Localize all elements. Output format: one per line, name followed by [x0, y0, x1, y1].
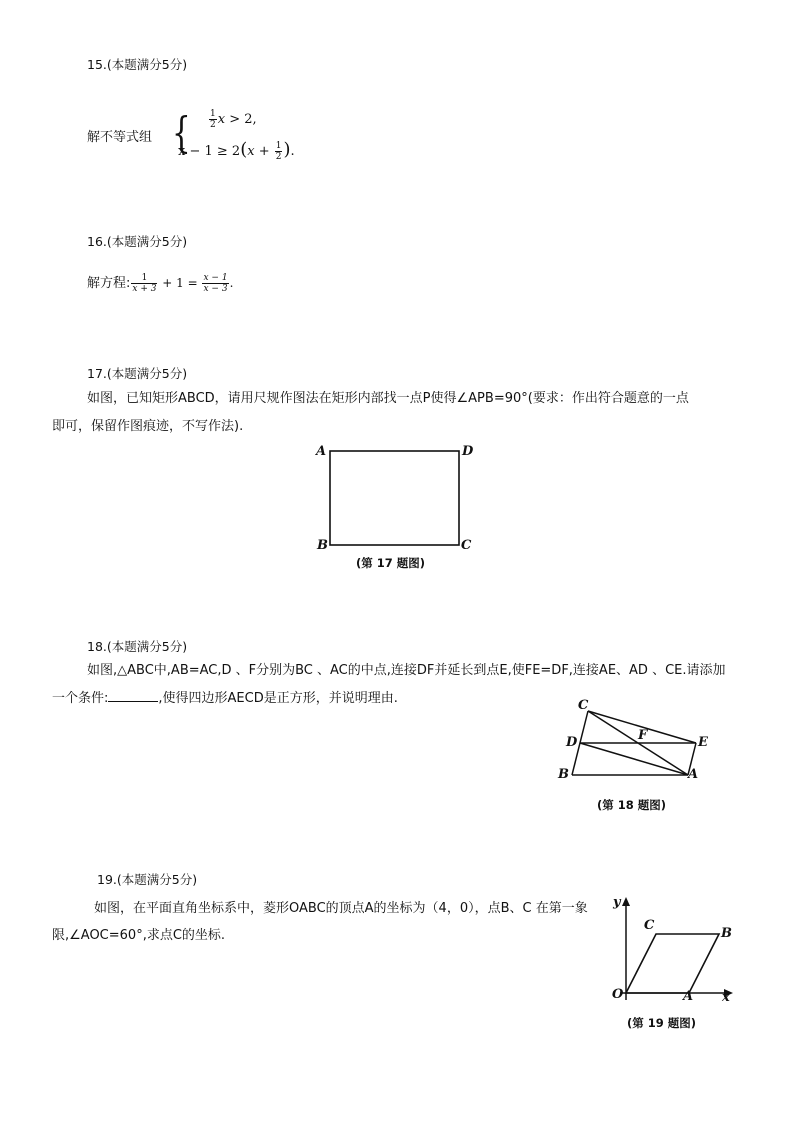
q19-caption: (第 19 题图) — [627, 1016, 697, 1030]
q19-heading: 19.(本题满分5分) — [97, 872, 198, 887]
q19-label-b: B — [721, 926, 732, 941]
q18-label-e: E — [698, 735, 708, 750]
q18-text-line2: 一个条件: ,使得四边形AECD是正方形，并说明理由. — [52, 685, 398, 713]
q19-y-arrow — [622, 897, 630, 906]
q15-inequality-2: x − 1 ≥ 2(x + $\frac{1}{2}$ ). — [178, 139, 295, 162]
q15-heading: 15.(本题满分5分) — [87, 57, 188, 72]
q16-equation: 解方程: $\frac{1}{x + 3}$ + 1 = $\frac{x - 1}{x - 3}$ . — [87, 273, 234, 294]
q18-label-d: D — [566, 735, 578, 750]
q19-label-o: O — [612, 987, 624, 1002]
q18-text-line1: 如图,△ABC中,AB=AC,D 、F分别为BC 、AC的中点,连接DF并延长到点E,使FE=DF,连接AE、AD 、CE.请添加 — [87, 663, 726, 678]
q17-text-line2: 即可，保留作图痕迹，不写作法). — [52, 419, 244, 434]
q18-heading: 18.(本题满分5分) — [87, 639, 188, 654]
q17-label-b: B — [317, 538, 328, 553]
q19-label-a: A — [683, 989, 694, 1004]
q15-brace: { — [172, 108, 191, 157]
q19-text-line2: 限,∠AOC=60°,求点C的坐标. — [52, 928, 226, 943]
q19-label-x: x — [722, 990, 730, 1005]
q18-label-f: F — [638, 728, 648, 743]
q17-label-c: C — [461, 538, 472, 553]
q18-label-b: B — [558, 767, 569, 782]
q17-heading: 17.(本题满分5分) — [87, 366, 188, 381]
q17-caption: (第 17 题图) — [356, 556, 426, 570]
q17-label-d: D — [462, 444, 474, 459]
q19-text-line1: 如图，在平面直角坐标系中，菱形OABC的顶点A的坐标为（4，0），点B、C 在第一象 — [94, 901, 588, 916]
q15-prompt: 解不等式组 — [87, 130, 153, 145]
q15-inequality-1: $\frac{1}{2}$ x > 2, — [210, 109, 257, 130]
q19-label-c: C — [644, 918, 655, 933]
q17-text-line1: 如图，已知矩形ABCD，请用尺规作图法在矩形内部找一点P使得∠APB=90°(要求：作出符合题意的一点 — [87, 391, 689, 406]
q18-caption: (第 18 题图) — [597, 798, 667, 812]
q16-heading: 16.(本题满分5分) — [87, 234, 188, 249]
q16-prompt: 解方程: — [87, 276, 131, 291]
q18-label-a: A — [688, 767, 699, 782]
q19-label-y: y — [613, 895, 621, 910]
q17-label-a: A — [316, 444, 327, 459]
q18-label-c: C — [578, 698, 589, 713]
q19-rhombus-oabc — [626, 934, 719, 993]
